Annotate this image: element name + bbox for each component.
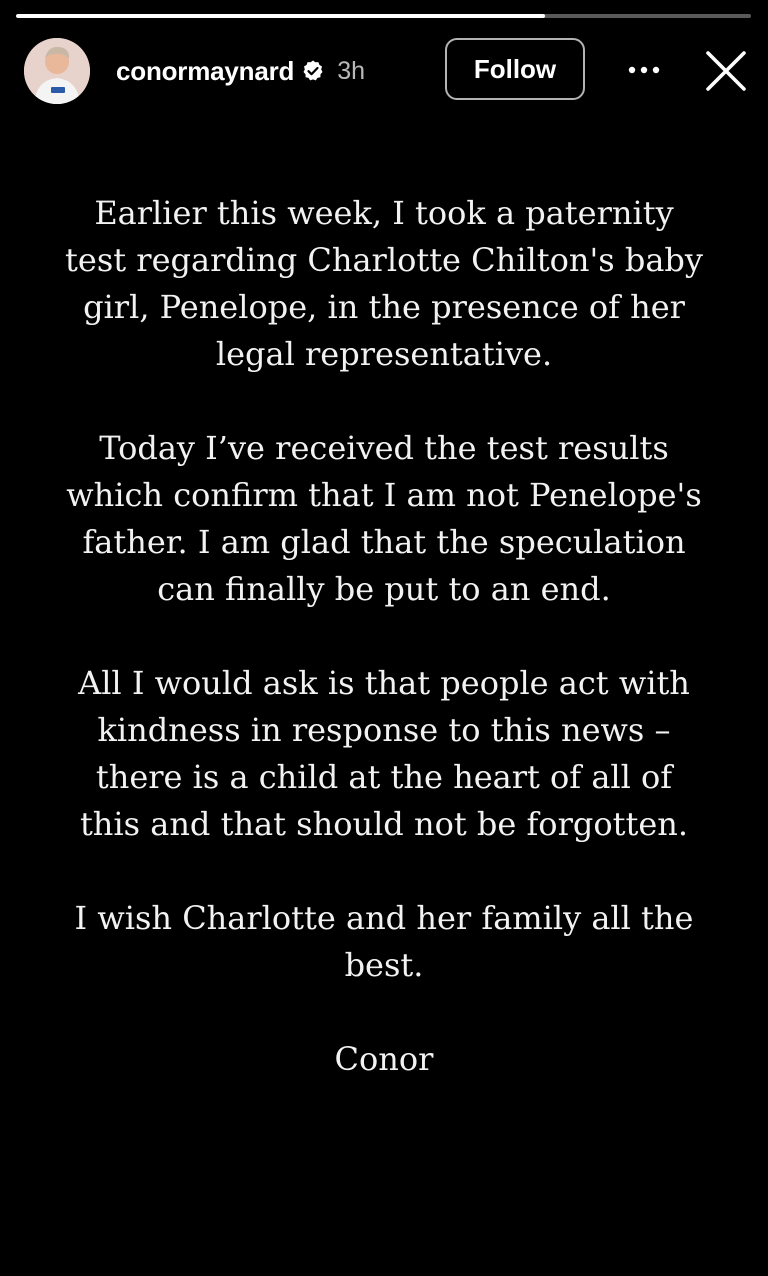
story-progress-fill [16, 14, 545, 18]
story-paragraph: All I would ask is that people act with kindness in response to this news – there is a child at the heart of all of this and that should not be forgotten. [78, 664, 690, 843]
story-paragraph: I wish Charlotte and her family all the best. [74, 899, 694, 984]
story-text [64, 190, 704, 1130]
story-paragraph: Earlier this week, I took a paternity test regarding Charlotte Chilton's baby girl, Penelope, in the presence of her legal representative. [65, 194, 703, 373]
username[interactable]: conormaynard [116, 55, 295, 86]
username-row [116, 52, 365, 90]
avatar[interactable] [24, 38, 90, 104]
follow-button[interactable]: Follow [445, 38, 585, 100]
story-header [24, 36, 752, 104]
story-signature: Conor [334, 1040, 434, 1078]
more-horizontal-icon[interactable] [624, 56, 664, 84]
story-timestamp: 3h [337, 56, 366, 85]
story-paragraph: Today I’ve received the test results which confirm that I am not Penelope's father. I am glad that the speculation can finally be put to an end. [66, 429, 702, 608]
verified-badge-icon [301, 59, 325, 83]
close-icon[interactable] [704, 49, 748, 93]
story-progress-bar [16, 14, 751, 18]
